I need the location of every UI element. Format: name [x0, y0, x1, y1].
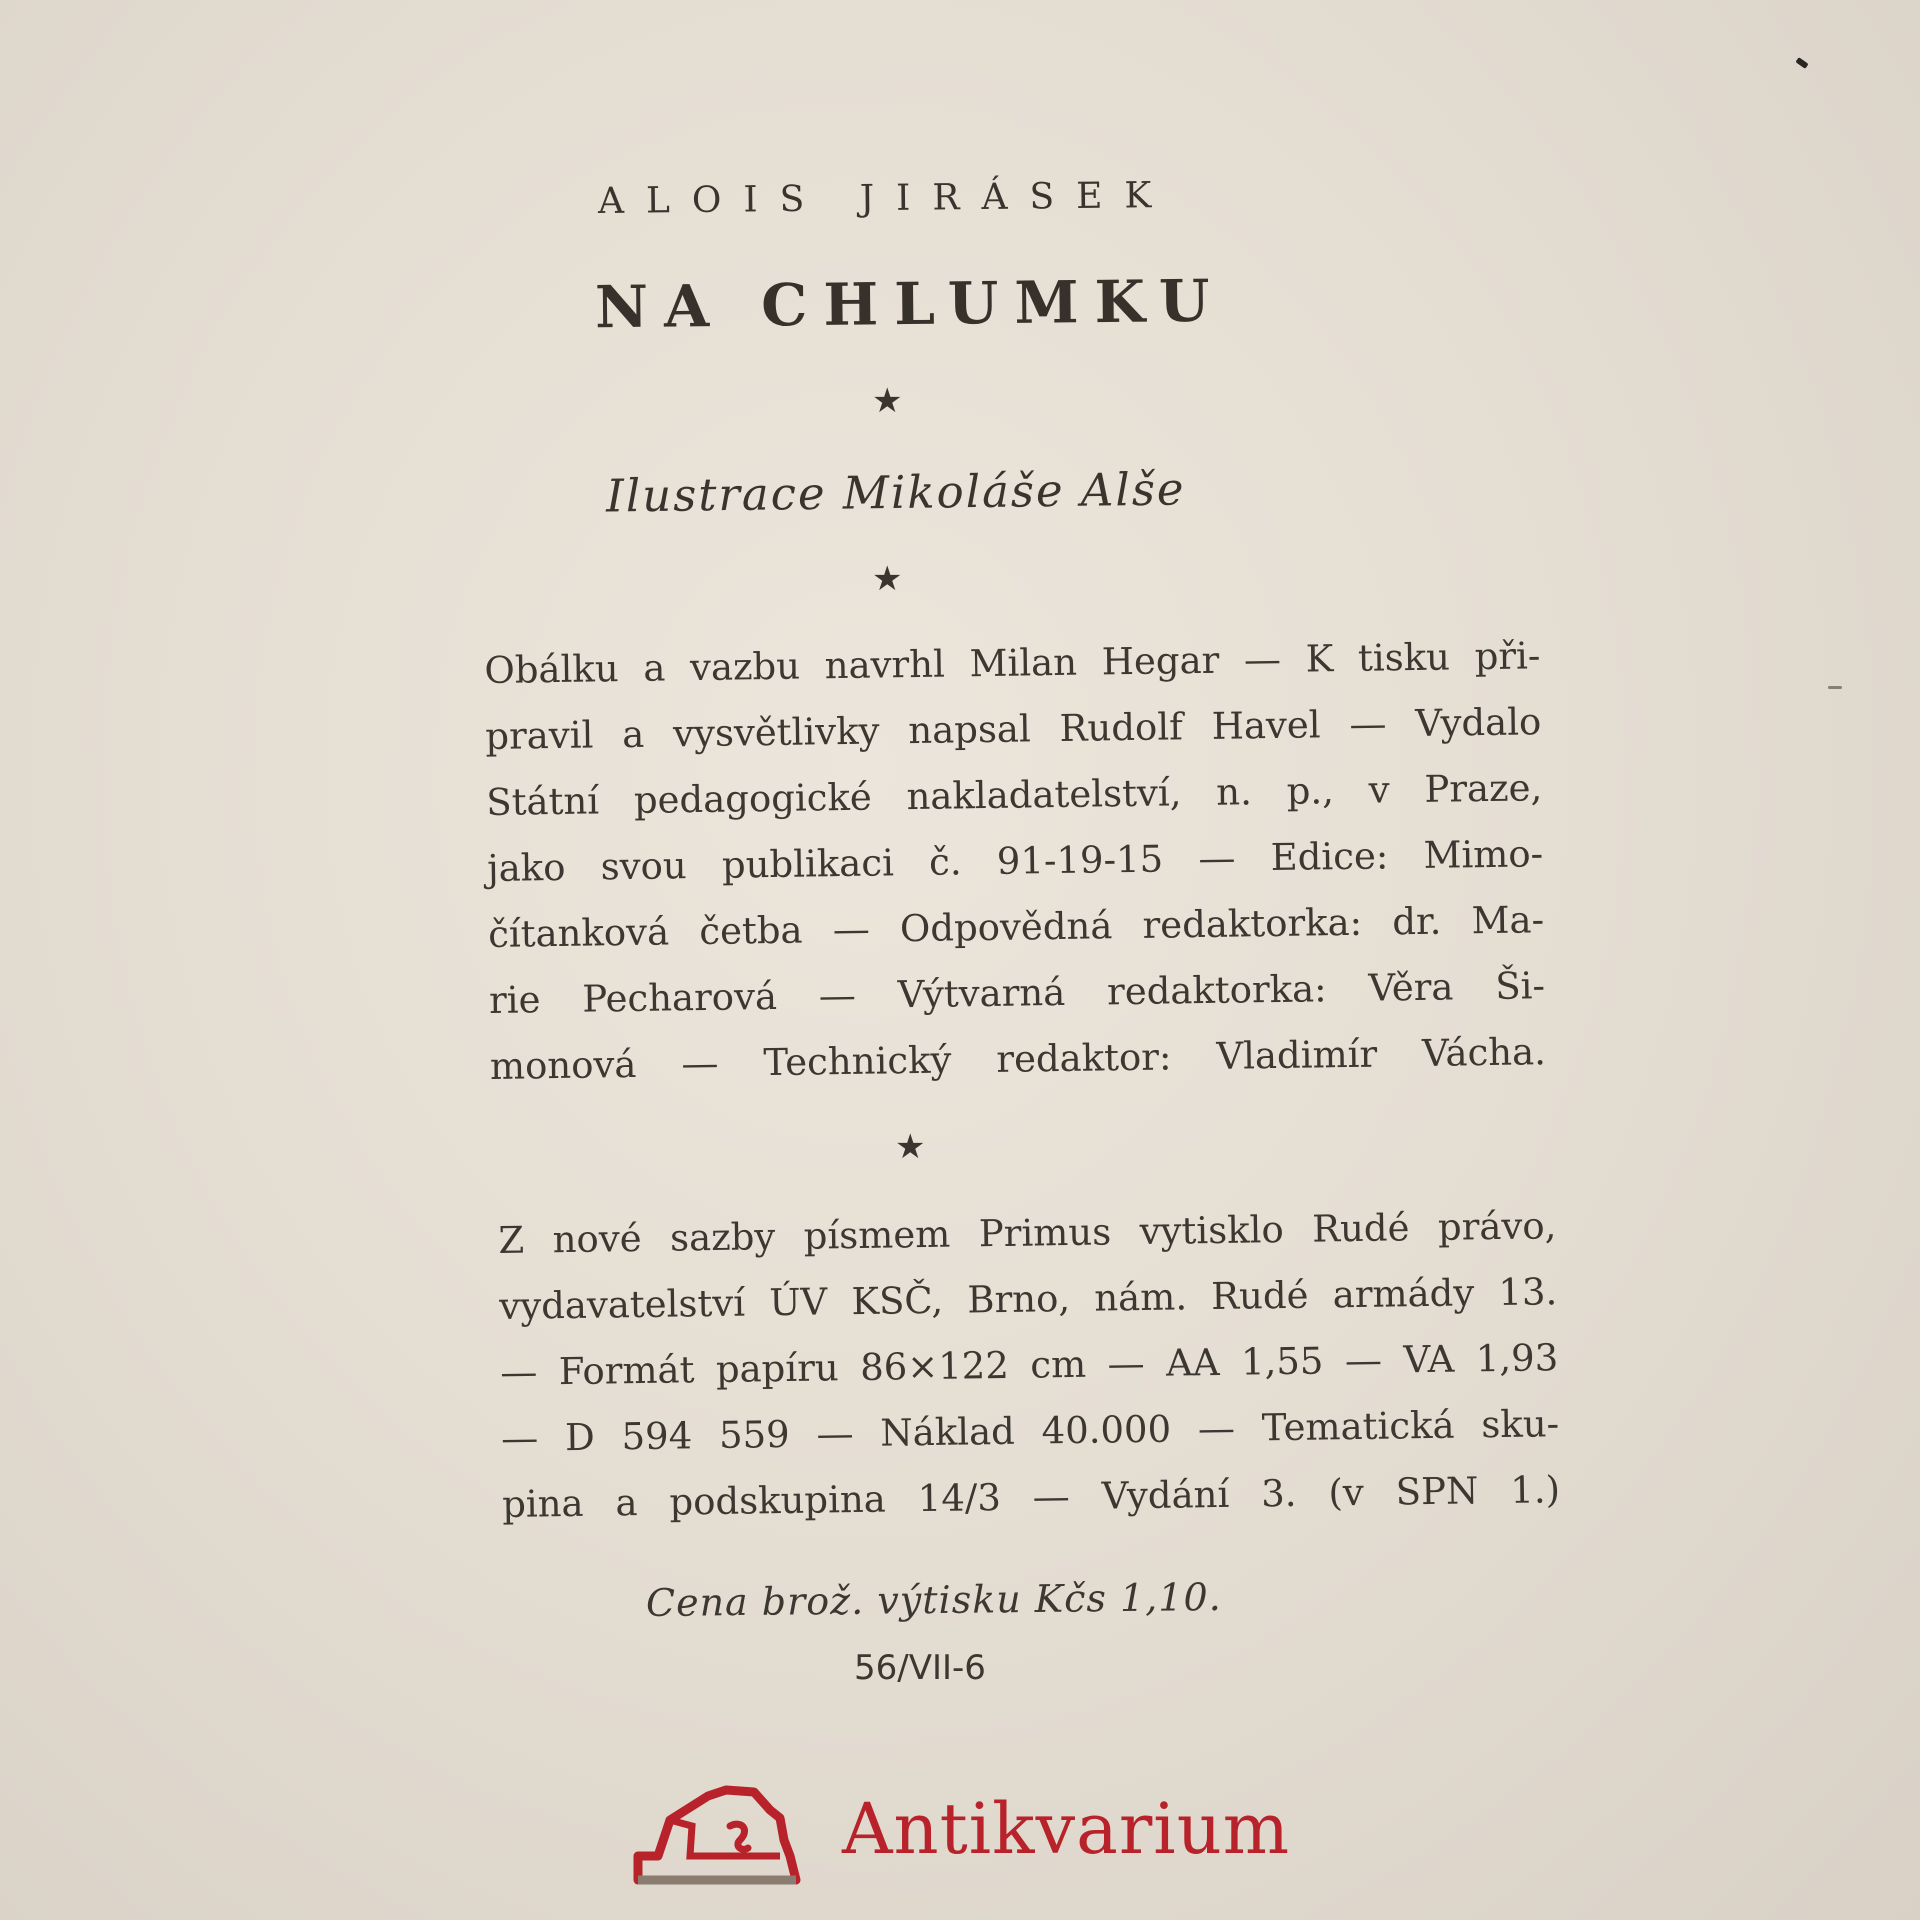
antikvarium-logo-icon: [630, 1760, 830, 1890]
antikvarium-watermark: [630, 1760, 1460, 1890]
star-separator-icon: ★: [872, 559, 903, 599]
star-separator-icon: ★: [895, 1127, 926, 1167]
paper-speck: [1828, 686, 1842, 689]
author-name: ALOIS JIRÁSEK: [597, 174, 1174, 223]
star-separator-icon: ★: [872, 381, 903, 421]
printing-line: — D 594 559 — Náklad 40.000 — Tematická sku-: [500, 1402, 1560, 1460]
credits-line: Státní pedagogické nakladatelství, n. p., v Praze,: [485, 766, 1543, 824]
credits-line: rie Pecharová — Výtvarná redaktorka: Věra Ši-: [488, 964, 1546, 1022]
printing-line: vydavatelství ÚV KSČ, Brno, nám. Rudé armády 13.: [499, 1270, 1558, 1328]
antikvarium-logo-text: Antikvarium: [842, 1788, 1291, 1870]
book-title: NA CHLUMKU: [594, 266, 1226, 342]
printing-line: Z nové sazby písmem Primus vytisklo Rudé právo,: [498, 1204, 1557, 1262]
credits-line: monová — Technický redaktor: Vladimír Vácha.: [489, 1030, 1547, 1088]
credits-paragraph: [484, 623, 1546, 1100]
paper-speck: [1795, 57, 1808, 69]
illustrator-credit: Ilustrace Mikoláše Alše: [605, 462, 1186, 523]
credits-line: Obálku a vazbu navrhl Milan Hegar — K tisku při-: [484, 634, 1541, 692]
print-code: 56/VII-6: [854, 1648, 986, 1688]
credits-line: pravil a vysvětlivky napsal Rudolf Havel — Vydalo: [485, 700, 1542, 758]
credits-line: jako svou publikaci č. 91-19-15 — Edice: Mimo-: [486, 832, 1544, 890]
printing-line: pina a podskupina 14/3 — Vydání 3. (v SPN 1.): [501, 1468, 1561, 1526]
printing-line: — Formát papíru 86×122 cm — AA 1,55 — VA 1,93: [499, 1336, 1559, 1394]
printing-paragraph: [498, 1193, 1561, 1538]
price-note: Cena brož. výtisku Kčs 1,10.: [645, 1574, 1222, 1626]
credits-line: čítanková četba — Odpovědná redaktorka: dr. Ma-: [487, 898, 1545, 956]
